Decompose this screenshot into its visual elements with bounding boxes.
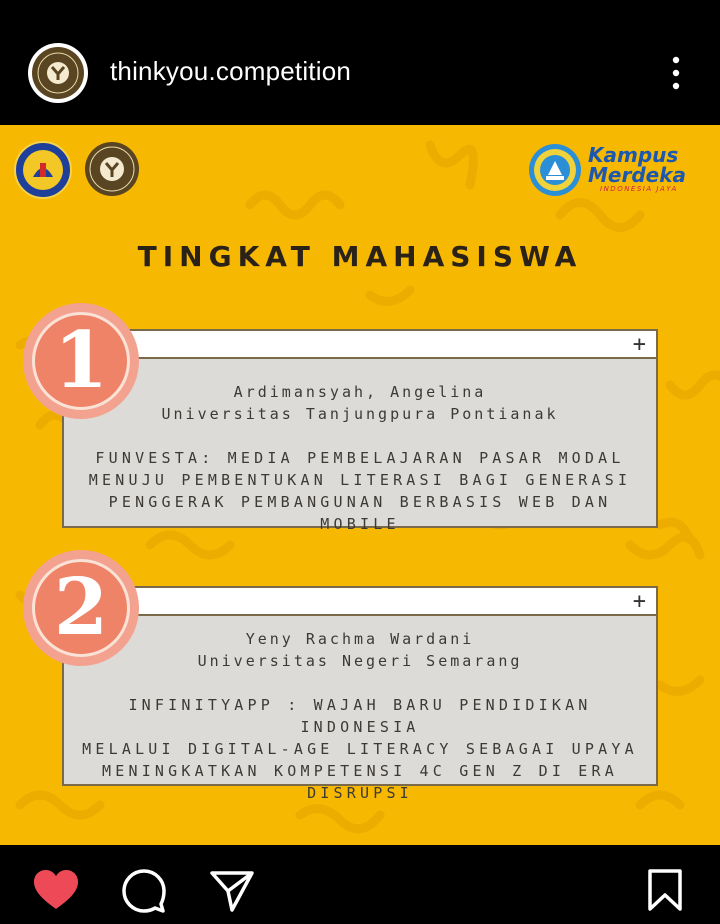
post-actions [0, 845, 720, 924]
profile-username[interactable]: thinkyou.competition [110, 56, 352, 86]
winner-2-card-header [98, 586, 658, 616]
winner-2-university: Universitas Negeri Semarang [197, 652, 523, 670]
post-image[interactable] [0, 125, 720, 845]
comment-icon[interactable] [121, 868, 167, 918]
send-icon[interactable] [209, 869, 255, 917]
winner-2-title-line: INFINITYAPP : WAJAH BARU PENDIDIKAN INDONESIA [128, 696, 592, 736]
thinkyou-logo-icon [84, 141, 140, 197]
more-vertical-icon[interactable] [662, 55, 690, 91]
winner-1-card [62, 357, 658, 533]
kampus-merdeka-line1: Kampus [588, 143, 679, 167]
winner-1-title-line: MENUJU PEMBENTUKAN LITERASI BAGI GENERASI [88, 471, 632, 489]
rank-1-badge [23, 303, 139, 419]
plus-icon: + [632, 332, 646, 357]
post-heading: TINGKAT MAHASISWA [137, 240, 583, 273]
winner-1-names: Ardimansyah, Angelina [233, 383, 487, 401]
winner-1-title-line: FUNVESTA: MEDIA PEMBELAJARAN PASAR MODAL [95, 449, 625, 467]
rank-2-number: 2 [53, 562, 109, 653]
profile-avatar[interactable] [28, 43, 88, 103]
rank-1-number: 1 [53, 315, 109, 406]
winner-2-names: Yeny Rachma Wardani [245, 630, 475, 648]
kampus-merdeka-logo [588, 145, 686, 193]
winner-1-title-line: PENGGERAK PEMBANGUNAN BERBASIS WEB DAN MOBILE [108, 493, 612, 533]
winner-2-title-line: DISRUPSI [307, 784, 413, 802]
winner-1-card-header [98, 329, 658, 359]
thinkyou-logo-icon [32, 47, 84, 99]
heart-icon[interactable] [32, 869, 80, 915]
winner-2-title-line: MELALUI DIGITAL-AGE LITERACY SEBAGAI UPAYA [82, 740, 638, 758]
kampus-merdeka-line2: Merdeka [588, 163, 687, 187]
bookmark-icon[interactable] [647, 868, 683, 916]
university-logo-icon [14, 141, 72, 199]
tut-wuri-handayani-logo-icon [528, 143, 582, 197]
winner-2-title-line: MENINGKATKAN KOMPETENSI 4C GEN Z DI ERA [102, 762, 618, 780]
post-header [0, 0, 720, 125]
winner-2-card [62, 614, 658, 802]
winner-1-university: Universitas Tanjungpura Pontianak [161, 405, 559, 423]
plus-icon: + [632, 589, 646, 614]
rank-2-badge [23, 550, 139, 666]
kampus-merdeka-tagline: INDONESIA JAYA [600, 185, 678, 193]
